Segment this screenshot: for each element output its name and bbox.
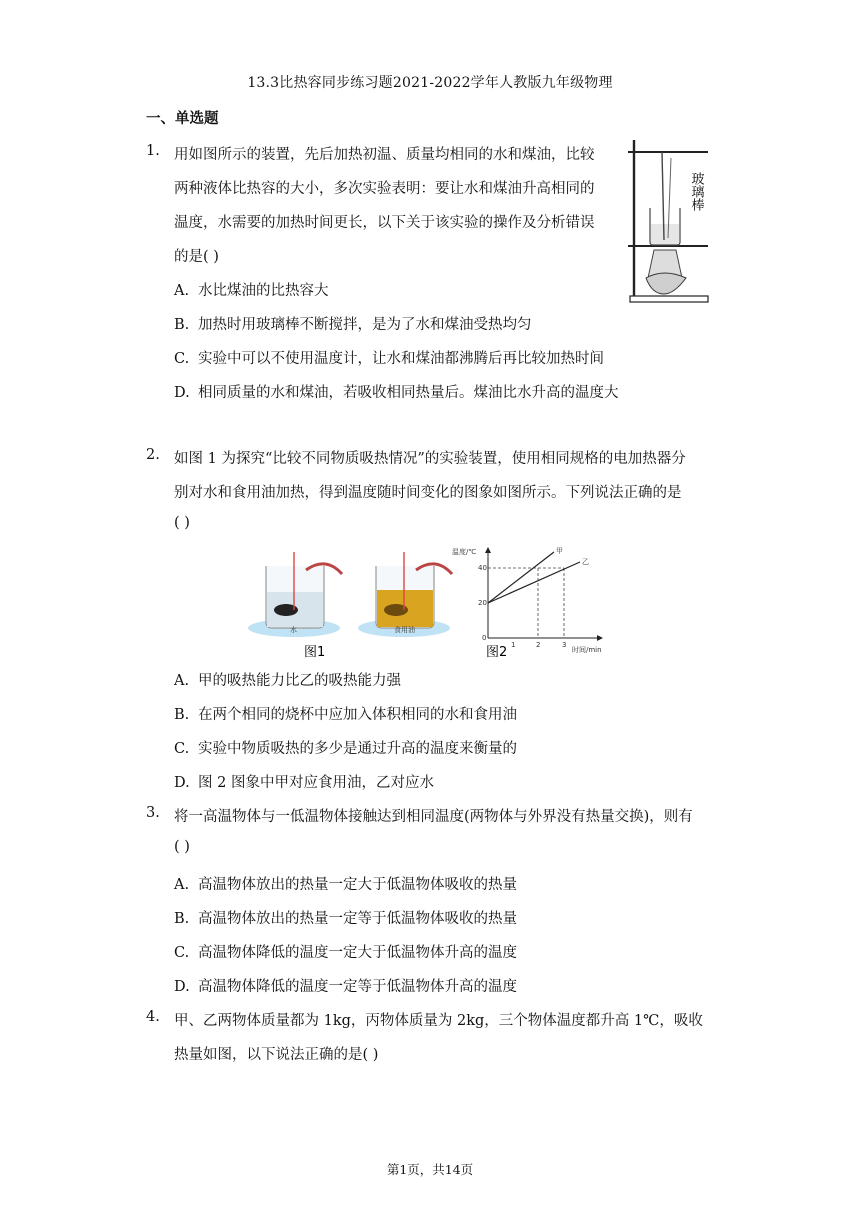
option-letter: D.: [174, 385, 190, 401]
option-text: 水比煤油的比热容大: [198, 283, 329, 299]
question-number: 3.: [146, 805, 160, 821]
option-a: [174, 669, 401, 690]
question-text-line: 热量如图，以下说法正确的是( ): [174, 1047, 379, 1063]
option-text: 高温物体放出的热量一定大于低温物体吸收的热量: [198, 877, 517, 893]
question-number: 4.: [146, 1009, 160, 1025]
page-footer: 第1页，共14页: [386, 1162, 474, 1177]
question-text-line: 的是( ): [174, 249, 219, 265]
question-number: 1.: [146, 143, 160, 159]
temperature-time-graph: [452, 544, 612, 662]
option-text: 加热时用玻璃棒不断搅拌，是为了水和煤油受热均匀: [198, 317, 532, 333]
option-b: [174, 703, 517, 724]
option-letter: A.: [174, 877, 190, 893]
graph-xlabel: 时间/min: [572, 646, 602, 654]
question-text-line: 别对水和食用油加热，得到温度随时间变化的图象如图所示。下列说法正确的是: [174, 485, 682, 501]
option-letter: B.: [174, 911, 190, 927]
option-text: 相同质量的水和煤油，若吸收相同热量后。煤油比水升高的温度大: [198, 385, 619, 401]
option-letter: B.: [174, 317, 190, 333]
xtick-1: 1: [511, 641, 516, 649]
question-number: 2.: [146, 447, 160, 463]
question-text-line: 温度，水需要的加热时间更长，以下关于该实验的操作及分析错误: [174, 215, 595, 231]
question-text-line: 两种液体比热容的大小，多次实验表明：要让水和煤油升高相同的: [174, 181, 595, 197]
option-text: 高温物体放出的热量一定等于低温物体吸收的热量: [198, 911, 517, 927]
option-a: [174, 873, 517, 894]
series-b-label: 乙: [582, 558, 589, 566]
option-c: [174, 737, 517, 758]
series-a-label: 甲: [556, 547, 563, 555]
ytick-20: 20: [478, 599, 487, 607]
option-letter: D.: [174, 979, 190, 995]
question-text-line: ( ): [174, 839, 190, 855]
option-d: [174, 771, 434, 792]
option-letter: C.: [174, 945, 190, 961]
section-heading: 一、单选题: [146, 111, 219, 127]
option-text: 高温物体降低的温度一定大于低温物体升高的温度: [198, 945, 517, 961]
beakers-figure: [246, 548, 456, 660]
option-letter: C.: [174, 351, 190, 367]
page-title: 13.3比热容同步练习题2021-2022学年人教版九年级物理: [247, 75, 613, 91]
question-text-line: 甲、乙两物体质量都为 1kg，丙物体质量为 2kg，三个物体温度都升高 1℃，吸收: [174, 1013, 703, 1029]
xtick-3: 3: [562, 641, 567, 649]
option-letter: A.: [174, 673, 190, 689]
option-text: 甲的吸热能力比乙的吸热能力强: [198, 673, 401, 689]
option-a: [174, 279, 329, 300]
option-letter: D.: [174, 775, 190, 791]
option-d: [174, 381, 619, 402]
option-text: 图 2 图象中甲对应食用油，乙对应水: [198, 775, 434, 791]
option-text: 实验中可以不使用温度计，让水和煤油都沸腾后再比较加热时间: [198, 351, 604, 367]
glass-rod-label: 玻璃棒: [688, 172, 704, 211]
graph-ylabel: 温度/℃: [452, 548, 477, 556]
ytick-0: 0: [482, 634, 487, 642]
question-text-line: 如图 1 为探究“比较不同物质吸热情况”的实验装置，使用相同规格的电加热器分: [174, 451, 686, 467]
ytick-40: 40: [478, 564, 487, 572]
option-letter: B.: [174, 707, 190, 723]
xtick-2: 2: [536, 641, 541, 649]
fig1-label: 图1: [304, 645, 326, 660]
option-c: [174, 347, 604, 368]
option-letter: C.: [174, 741, 190, 757]
heating-apparatus-figure: [624, 138, 714, 304]
question-text-line: 将一高温物体与一低温物体接触达到相同温度(两物体与外界没有热量交换)，则有: [174, 809, 693, 825]
beaker-water-label: 水: [290, 626, 297, 634]
question-text-line: 用如图所示的装置，先后加热初温、质量均相同的水和煤油，比较: [174, 147, 595, 163]
option-b: [174, 907, 517, 928]
beaker-oil-label: 食用油: [394, 626, 415, 634]
option-letter: A.: [174, 283, 190, 299]
option-c: [174, 941, 517, 962]
option-text: 在两个相同的烧杯中应加入体积相同的水和食用油: [198, 707, 517, 723]
option-text: 高温物体降低的温度一定等于低温物体升高的温度: [198, 979, 517, 995]
option-b: [174, 313, 532, 334]
question-text-line: ( ): [174, 515, 190, 531]
option-text: 实验中物质吸热的多少是通过升高的温度来衡量的: [198, 741, 517, 757]
fig2-label: 图2: [486, 645, 508, 660]
option-d: [174, 975, 517, 996]
